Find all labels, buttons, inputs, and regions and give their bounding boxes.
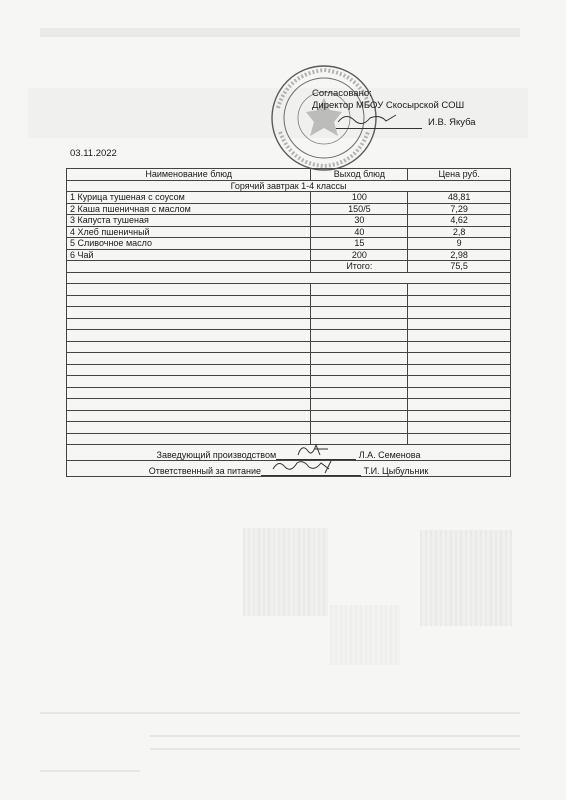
bleed-through-qr-right xyxy=(420,530,512,626)
director-signature xyxy=(336,112,422,124)
dish-yield: 30 xyxy=(311,215,408,227)
dish-name: 2 Каша пшеничная с маслом xyxy=(67,203,311,215)
table-row xyxy=(67,215,511,227)
production-name: Л.А. Семенова xyxy=(358,450,421,460)
production-label: Заведующий производством xyxy=(156,450,277,460)
empty-row xyxy=(67,341,511,353)
approval-block xyxy=(312,88,476,129)
dish-price: 4,62 xyxy=(408,215,511,227)
table-row xyxy=(67,238,511,250)
dish-name: 4 Хлеб пшеничный xyxy=(67,226,311,238)
dish-price: 2,8 xyxy=(408,226,511,238)
empty-row xyxy=(67,284,511,296)
table-row xyxy=(67,249,511,261)
table-row xyxy=(67,203,511,215)
empty-row xyxy=(67,318,511,330)
header-dish-name: Наименование блюд xyxy=(67,169,311,181)
nutrition-signature-row xyxy=(67,461,511,477)
dish-price: 9 xyxy=(408,238,511,250)
empty-row xyxy=(67,307,511,319)
signature-line xyxy=(261,461,361,476)
total-label: Итого: xyxy=(311,261,408,273)
dish-price: 48,81 xyxy=(408,192,511,204)
dish-name: 3 Капуста тушеная xyxy=(67,215,311,227)
dish-name: 6 Чай xyxy=(67,249,311,261)
signature-line xyxy=(336,112,422,129)
empty-row xyxy=(67,433,511,445)
nutrition-name: Т.И. Цыбульник xyxy=(363,466,429,476)
bleed-through-qr-left xyxy=(243,528,328,616)
approval-position: Директор МБОУ Скосырской СОШ xyxy=(312,100,465,111)
nutrition-label: Ответственный за питание xyxy=(148,466,262,476)
dish-yield: 15 xyxy=(311,238,408,250)
nutrition-signature-cell xyxy=(67,461,511,477)
section-row xyxy=(67,180,511,192)
menu-date: 03.11.2022 xyxy=(70,148,117,159)
empty-row xyxy=(67,364,511,376)
empty-row xyxy=(67,353,511,365)
empty-row xyxy=(67,422,511,434)
bleed-through-qr-small xyxy=(330,605,400,665)
empty-row xyxy=(67,387,511,399)
empty-row xyxy=(67,272,511,284)
dish-yield: 150/5 xyxy=(311,203,408,215)
dish-name: 1 Курица тушеная с соусом xyxy=(67,192,311,204)
header-price: Цена руб. xyxy=(408,169,511,181)
dish-price: 7,29 xyxy=(408,203,511,215)
header-yield: Выход блюд xyxy=(311,169,408,181)
total-empty-cell xyxy=(67,261,311,273)
table-row xyxy=(67,226,511,238)
dish-yield: 40 xyxy=(311,226,408,238)
empty-row xyxy=(67,410,511,422)
table-header-row xyxy=(67,169,511,181)
menu-table xyxy=(66,168,511,477)
approval-title: Согласовано: xyxy=(312,88,372,99)
dish-price: 2,98 xyxy=(408,249,511,261)
empty-row xyxy=(67,399,511,411)
section-title: Горячий завтрак 1-4 классы xyxy=(67,180,511,192)
dish-yield: 100 xyxy=(311,192,408,204)
total-row xyxy=(67,261,511,273)
empty-row xyxy=(67,376,511,388)
dish-name: 5 Сливочное масло xyxy=(67,238,311,250)
empty-row xyxy=(67,295,511,307)
bleed-through-footer-line xyxy=(150,735,520,737)
bleed-through-bar xyxy=(40,28,520,37)
empty-row xyxy=(67,330,511,342)
table-row xyxy=(67,192,511,204)
bleed-through-footer-line xyxy=(40,712,520,714)
director-name: И.В. Якуба xyxy=(428,117,476,128)
dish-yield: 200 xyxy=(311,249,408,261)
total-value: 75,5 xyxy=(408,261,511,273)
approval-signature-line xyxy=(336,112,476,129)
bleed-through-footer-line xyxy=(40,770,140,772)
nutrition-signature xyxy=(269,457,349,475)
bleed-through-footer-line xyxy=(150,748,520,750)
